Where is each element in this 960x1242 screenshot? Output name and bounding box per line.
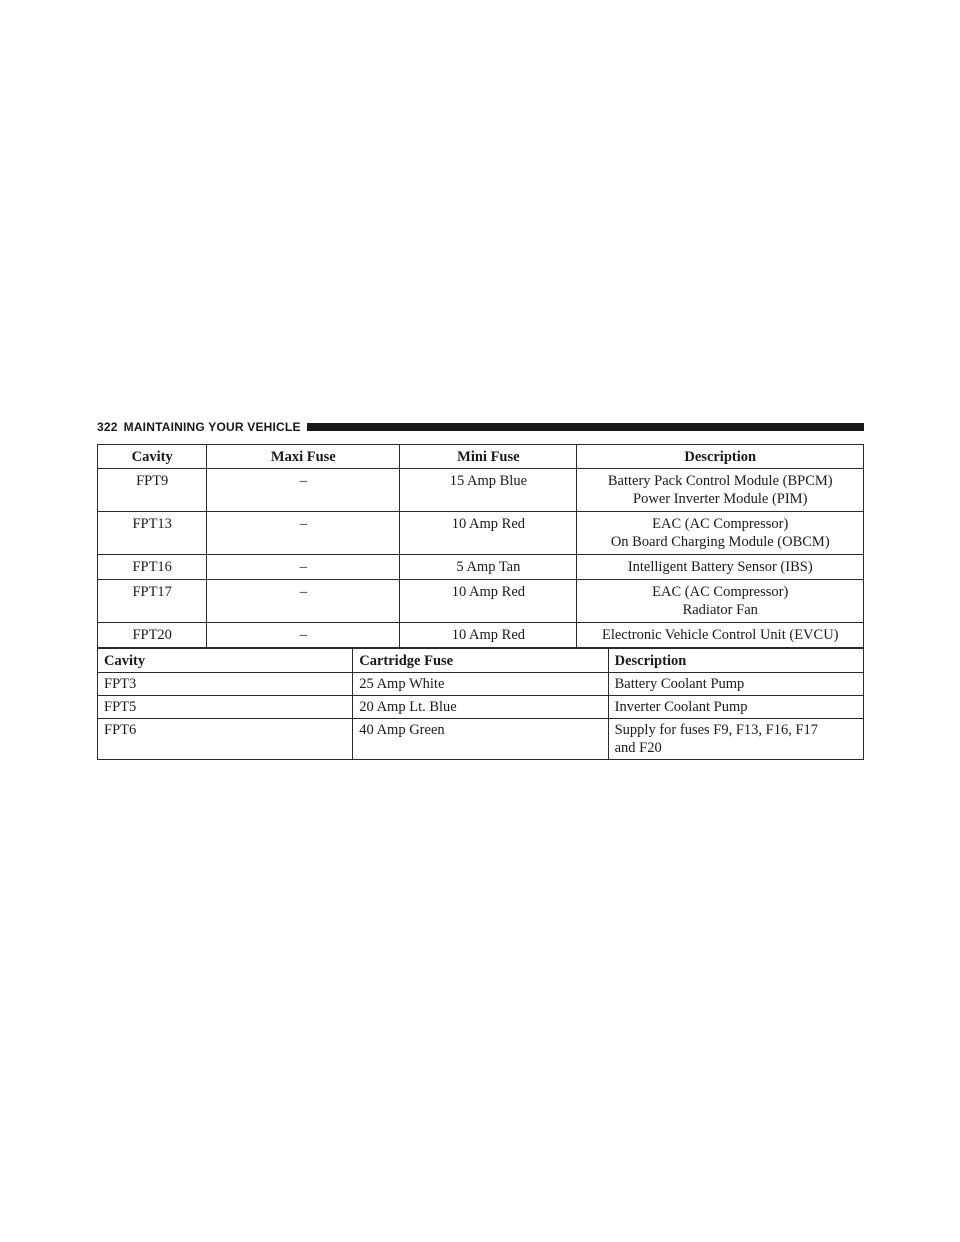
column-header-mini-fuse: Mini Fuse bbox=[400, 445, 577, 469]
header-rule bbox=[307, 423, 864, 431]
mini-fuse-table bbox=[97, 444, 864, 648]
mini-fuse-cell: 10 Amp Red bbox=[400, 623, 577, 648]
description-line: Intelligent Battery Sensor (IBS) bbox=[627, 559, 813, 575]
maxi-fuse-cell: – bbox=[207, 469, 400, 512]
description-line: Inverter Coolant Pump bbox=[614, 699, 748, 715]
mini-fuse-cell: 15 Amp Blue bbox=[400, 469, 577, 512]
description-line: Battery Coolant Pump bbox=[614, 676, 745, 692]
table-row bbox=[98, 623, 864, 648]
description-line: Power Inverter Module (PIM) bbox=[633, 491, 808, 507]
cartridge-fuse-cell: 20 Amp Lt. Blue bbox=[353, 696, 608, 719]
description-line: and F20 bbox=[614, 740, 662, 756]
description-line: EAC (AC Compressor) bbox=[652, 584, 789, 600]
table-row bbox=[98, 580, 864, 623]
cavity-cell: FPT20 bbox=[98, 623, 207, 648]
column-header-cartridge-fuse: Cartridge Fuse bbox=[353, 649, 608, 673]
description-cell bbox=[577, 512, 864, 555]
column-header-maxi-fuse: Maxi Fuse bbox=[207, 445, 400, 469]
description-cell bbox=[608, 673, 863, 696]
description-cell bbox=[577, 623, 864, 648]
maxi-fuse-cell: – bbox=[207, 623, 400, 648]
section-title: MAINTAINING YOUR VEHICLE bbox=[123, 420, 301, 434]
page-number: 322 bbox=[97, 420, 118, 434]
cavity-cell: FPT16 bbox=[98, 555, 207, 580]
cavity-cell: FPT3 bbox=[98, 673, 353, 696]
mini-fuse-cell: 10 Amp Red bbox=[400, 512, 577, 555]
description-line: On Board Charging Module (OBCM) bbox=[610, 534, 830, 550]
table-header-row bbox=[98, 649, 864, 673]
table-row bbox=[98, 696, 864, 719]
column-header-cavity: Cavity bbox=[98, 445, 207, 469]
description-line: Radiator Fan bbox=[682, 602, 758, 618]
table-row bbox=[98, 719, 864, 760]
cavity-cell: FPT6 bbox=[98, 719, 353, 760]
cavity-cell: FPT17 bbox=[98, 580, 207, 623]
cartridge-fuse-cell: 40 Amp Green bbox=[353, 719, 608, 760]
mini-fuse-cell: 10 Amp Red bbox=[400, 580, 577, 623]
table-row bbox=[98, 673, 864, 696]
maxi-fuse-cell: – bbox=[207, 580, 400, 623]
cavity-cell: FPT9 bbox=[98, 469, 207, 512]
description-cell bbox=[577, 469, 864, 512]
cartridge-fuse-table bbox=[97, 648, 864, 760]
description-cell bbox=[577, 555, 864, 580]
table-row bbox=[98, 469, 864, 512]
description-line: Supply for fuses F9, F13, F16, F17 bbox=[614, 722, 819, 738]
description-cell bbox=[608, 696, 863, 719]
maxi-fuse-cell: – bbox=[207, 512, 400, 555]
cavity-cell: FPT13 bbox=[98, 512, 207, 555]
table-row bbox=[98, 555, 864, 580]
cavity-cell: FPT5 bbox=[98, 696, 353, 719]
maxi-fuse-cell: – bbox=[207, 555, 400, 580]
column-header-cavity: Cavity bbox=[98, 649, 353, 673]
description-cell bbox=[577, 580, 864, 623]
mini-fuse-cell: 5 Amp Tan bbox=[400, 555, 577, 580]
table-row bbox=[98, 512, 864, 555]
table-header-row bbox=[98, 445, 864, 469]
description-line: Electronic Vehicle Control Unit (EVCU) bbox=[601, 627, 839, 643]
page-header bbox=[97, 419, 864, 435]
description-line: EAC (AC Compressor) bbox=[652, 516, 789, 532]
description-cell bbox=[608, 719, 863, 760]
column-header-description: Description bbox=[577, 445, 864, 469]
description-line: Battery Pack Control Module (BPCM) bbox=[607, 473, 833, 489]
cartridge-fuse-cell: 25 Amp White bbox=[353, 673, 608, 696]
column-header-description: Description bbox=[608, 649, 863, 673]
